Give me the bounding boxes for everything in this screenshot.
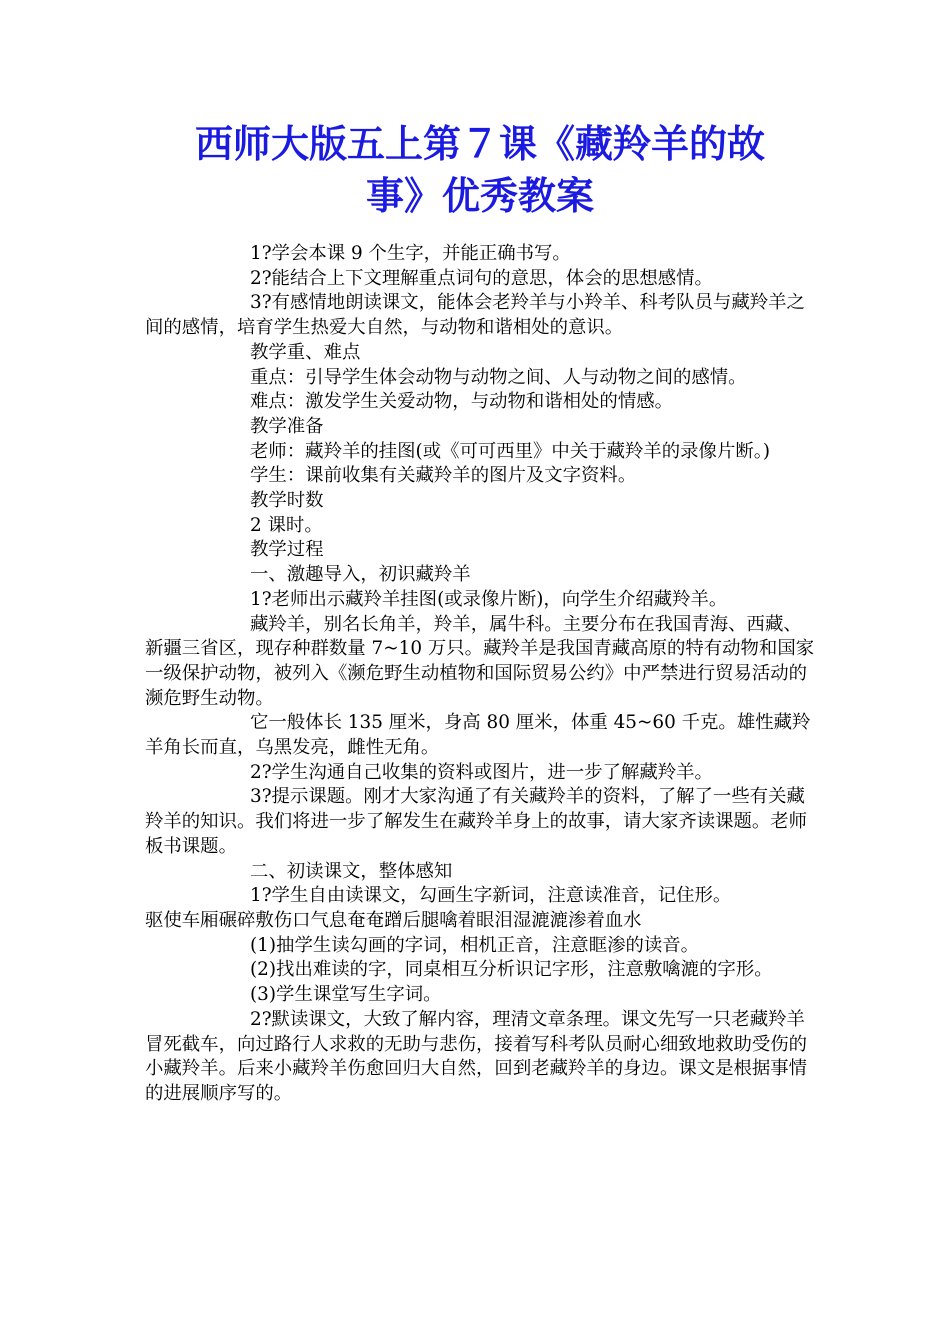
paragraph: 2?能结合上下文理解重点词句的意思，体会的思想感情。 xyxy=(250,267,713,289)
paragraph: 难点：激发学生关爱动物，与动物和谐相处的情感。 xyxy=(250,391,673,413)
paragraph: 2 课时。 xyxy=(250,514,323,536)
section-heading: 一、激趣导入，初识藏羚羊 xyxy=(250,564,471,586)
vocabulary-list: 驱使车厢碾碎敷伤口气息奄奄蹭后腿噙着眼泪湿漉漉渗着血水 xyxy=(145,909,642,931)
paragraph: 藏羚羊，别名长角羊，羚羊，属牛科。主要分布在我国青海、西藏、新疆三省区，现存种群数量 7~10 万只。藏羚羊是我国青藏高原的特有动物和国家一级保护动物，被列入《濒危野生动植物和国际贸易公约》中严禁进行贸易活动的濒危野生动物。 xyxy=(145,613,815,709)
paragraph: 1?学生自由读课文，勾画生字新词，注意读准音，记住形。 xyxy=(250,885,732,907)
paragraph: (2)找出难读的字，同桌相互分析识记字形，注意敷噙漉的字形。 xyxy=(250,959,773,981)
paragraph: 1?老师出示藏羚羊挂图(或录像片断)，向学生介绍藏羚羊。 xyxy=(250,588,728,610)
section-heading: 教学时数 xyxy=(250,490,324,512)
section-heading: 教学过程 xyxy=(250,539,324,561)
paragraph: 重点：引导学生体会动物与动物之间、人与动物之间的感情。 xyxy=(250,366,747,388)
paragraph: (3)学生课堂写生字词。 xyxy=(250,984,442,1006)
section-heading: 教学准备 xyxy=(250,415,324,437)
paragraph: 2?默读课文，大致了解内容，理清文章条理。课文先写一只老藏羚羊冒死截车，向过路行人求救的无助与悲伤，接着写科考队员耐心细致地救助受伤的小藏羚羊。后来小藏羚羊伤愈回归大自然，回到老藏羚羊的身边。课文是根据事情的进展顺序写的。 xyxy=(145,1008,808,1104)
document-page xyxy=(145,118,815,1107)
paragraph: 学生：课前收集有关藏羚羊的图片及文字资料。 xyxy=(250,465,637,487)
section-heading: 教学重、难点 xyxy=(250,341,361,363)
paragraph: 它一般体长 135 厘米，身高 80 厘米，体重 45~60 千克。雄性藏羚羊角长而直，乌黑发亮，雌性无角。 xyxy=(145,712,811,759)
paragraph: 2?学生沟通自己收集的资料或图片，进一步了解藏羚羊。 xyxy=(250,761,713,783)
title-line-1: 西师大版五上第７课《藏羚羊的故 xyxy=(194,121,765,166)
document-body xyxy=(145,242,815,1107)
paragraph: 老师：藏羚羊的挂图(或《可可西里》中关于藏羚羊的录像片断。) xyxy=(250,440,771,462)
title-line-2: 事》优秀教案 xyxy=(365,173,594,218)
paragraph: 3?提示课题。刚才大家沟通了有关藏羚羊的资料，了解了一些有关藏羚羊的知识。我们将进一步了解发生在藏羚羊身上的故事，请大家齐读课题。老师板书课题。 xyxy=(145,786,808,857)
paragraph: (1)抽学生读勾画的字词，相机正音，注意眶渗的读音。 xyxy=(250,934,700,956)
paragraph: 1?学会本课 9 个生字，并能正确书写。 xyxy=(250,243,571,264)
section-heading: 二、初读课文，整体感知 xyxy=(250,860,453,882)
page-title xyxy=(145,118,815,222)
paragraph: 3?有感情地朗读课文，能体会老羚羊与小羚羊、科考队员与藏羚羊之间的感情，培育学生热爱大自然，与动物和谐相处的意识。 xyxy=(145,292,805,339)
